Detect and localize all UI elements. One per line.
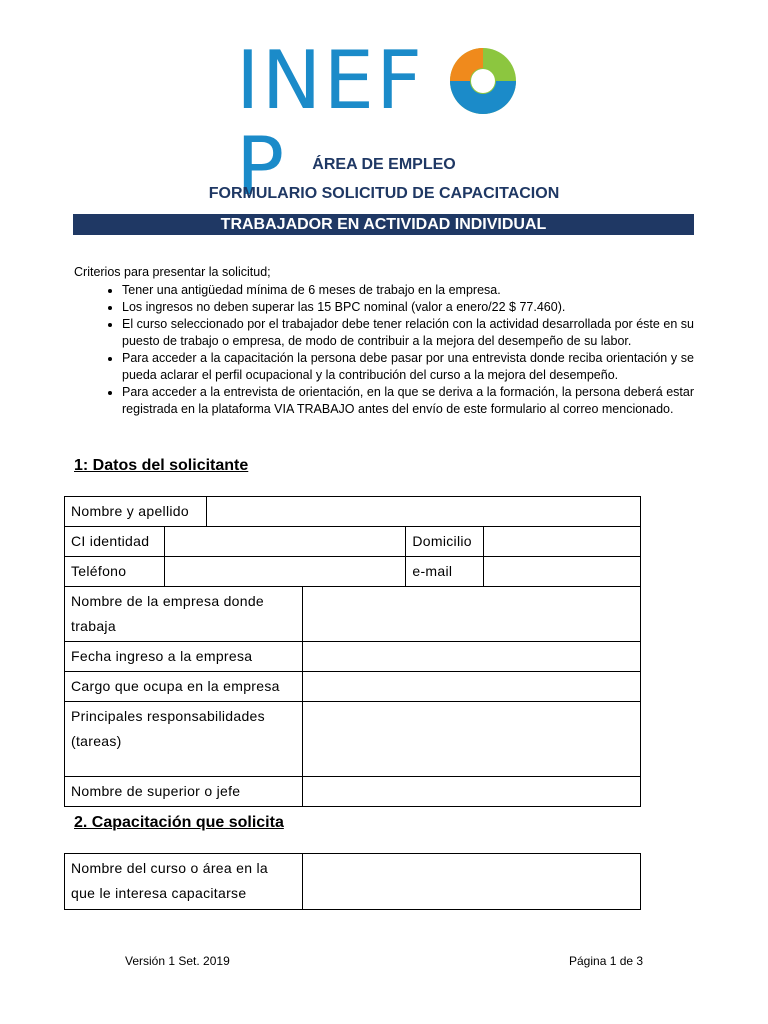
course-field[interactable] [302, 854, 640, 910]
criteria-item: • Los ingresos no deben superar las 15 BPC nominal (valor a enero/22 $ 77.460). [122, 299, 694, 316]
ci-field[interactable] [164, 527, 405, 557]
email-field[interactable] [484, 557, 641, 587]
applicant-data-table [64, 496, 641, 807]
name-label: Nombre y apellido [65, 497, 207, 527]
duties-label: Principales responsabilidades (tareas) [65, 702, 303, 777]
company-field[interactable] [302, 587, 640, 642]
address-field[interactable] [484, 527, 641, 557]
criteria-list [74, 282, 694, 418]
logo-wordmark: INEFP [236, 34, 424, 213]
phone-field[interactable] [164, 557, 405, 587]
email-label: e-mail [406, 557, 484, 587]
training-request-table [64, 853, 641, 910]
criteria-item: • El curso seleccionado por el trabajador debe tener relación con la actividad desarrollada por éste en su puesto de trabajo o empresa, de modo de contribuir a la mejora del desempeño de su labor. [122, 316, 694, 350]
address-label: Domicilio [406, 527, 484, 557]
area-heading: ÁREA DE EMPLEO [312, 156, 456, 173]
duties-field[interactable] [302, 702, 640, 777]
course-label: Nombre del curso o área en la que le interesa capacitarse [65, 854, 303, 910]
logo-circle-icon [448, 46, 518, 116]
criteria-block [74, 264, 694, 418]
boss-label: Nombre de superior o jefe [65, 777, 303, 807]
start-date-field[interactable] [302, 642, 640, 672]
criteria-intro: Criterios para presentar la solicitud; [74, 265, 271, 279]
position-label: Cargo que ocupa en la empresa [65, 672, 303, 702]
position-field[interactable] [302, 672, 640, 702]
ci-label: CI identidad [65, 527, 165, 557]
version-footer: Versión 1 Set. 2019 [125, 954, 230, 968]
form-title: FORMULARIO SOLICITUD DE CAPACITACION [208, 185, 560, 202]
page-number: Página 1 de 3 [569, 954, 644, 968]
criteria-item: • Para acceder a la capacitación la persona debe pasar por una entrevista donde reciba orientación y se pueda aclarar el perfil ocupacional y la contribución del curso a la mejora del desempeño. [122, 350, 694, 384]
section1-title: 1: Datos del solicitante [74, 457, 249, 474]
phone-label: Teléfono [65, 557, 165, 587]
criteria-item: • Tener una antigüedad mínima de 6 meses de trabajo en la empresa. [122, 282, 694, 299]
boss-field[interactable] [302, 777, 640, 807]
criteria-item: • Para acceder a la entrevista de orientación, en la que se deriva a la formación, la persona deberá estar registrada en la plataforma VIA TRABAJO antes del envío de este formulario al correo mencionado. [122, 384, 694, 418]
worker-type-banner: TRABAJADOR EN ACTIVIDAD INDIVIDUAL [73, 214, 694, 235]
start-date-label: Fecha ingreso a la empresa [65, 642, 303, 672]
section2-title: 2. Capacitación que solicita [74, 814, 284, 831]
name-field[interactable] [206, 497, 640, 527]
company-label: Nombre de la empresa donde trabaja [65, 587, 303, 642]
